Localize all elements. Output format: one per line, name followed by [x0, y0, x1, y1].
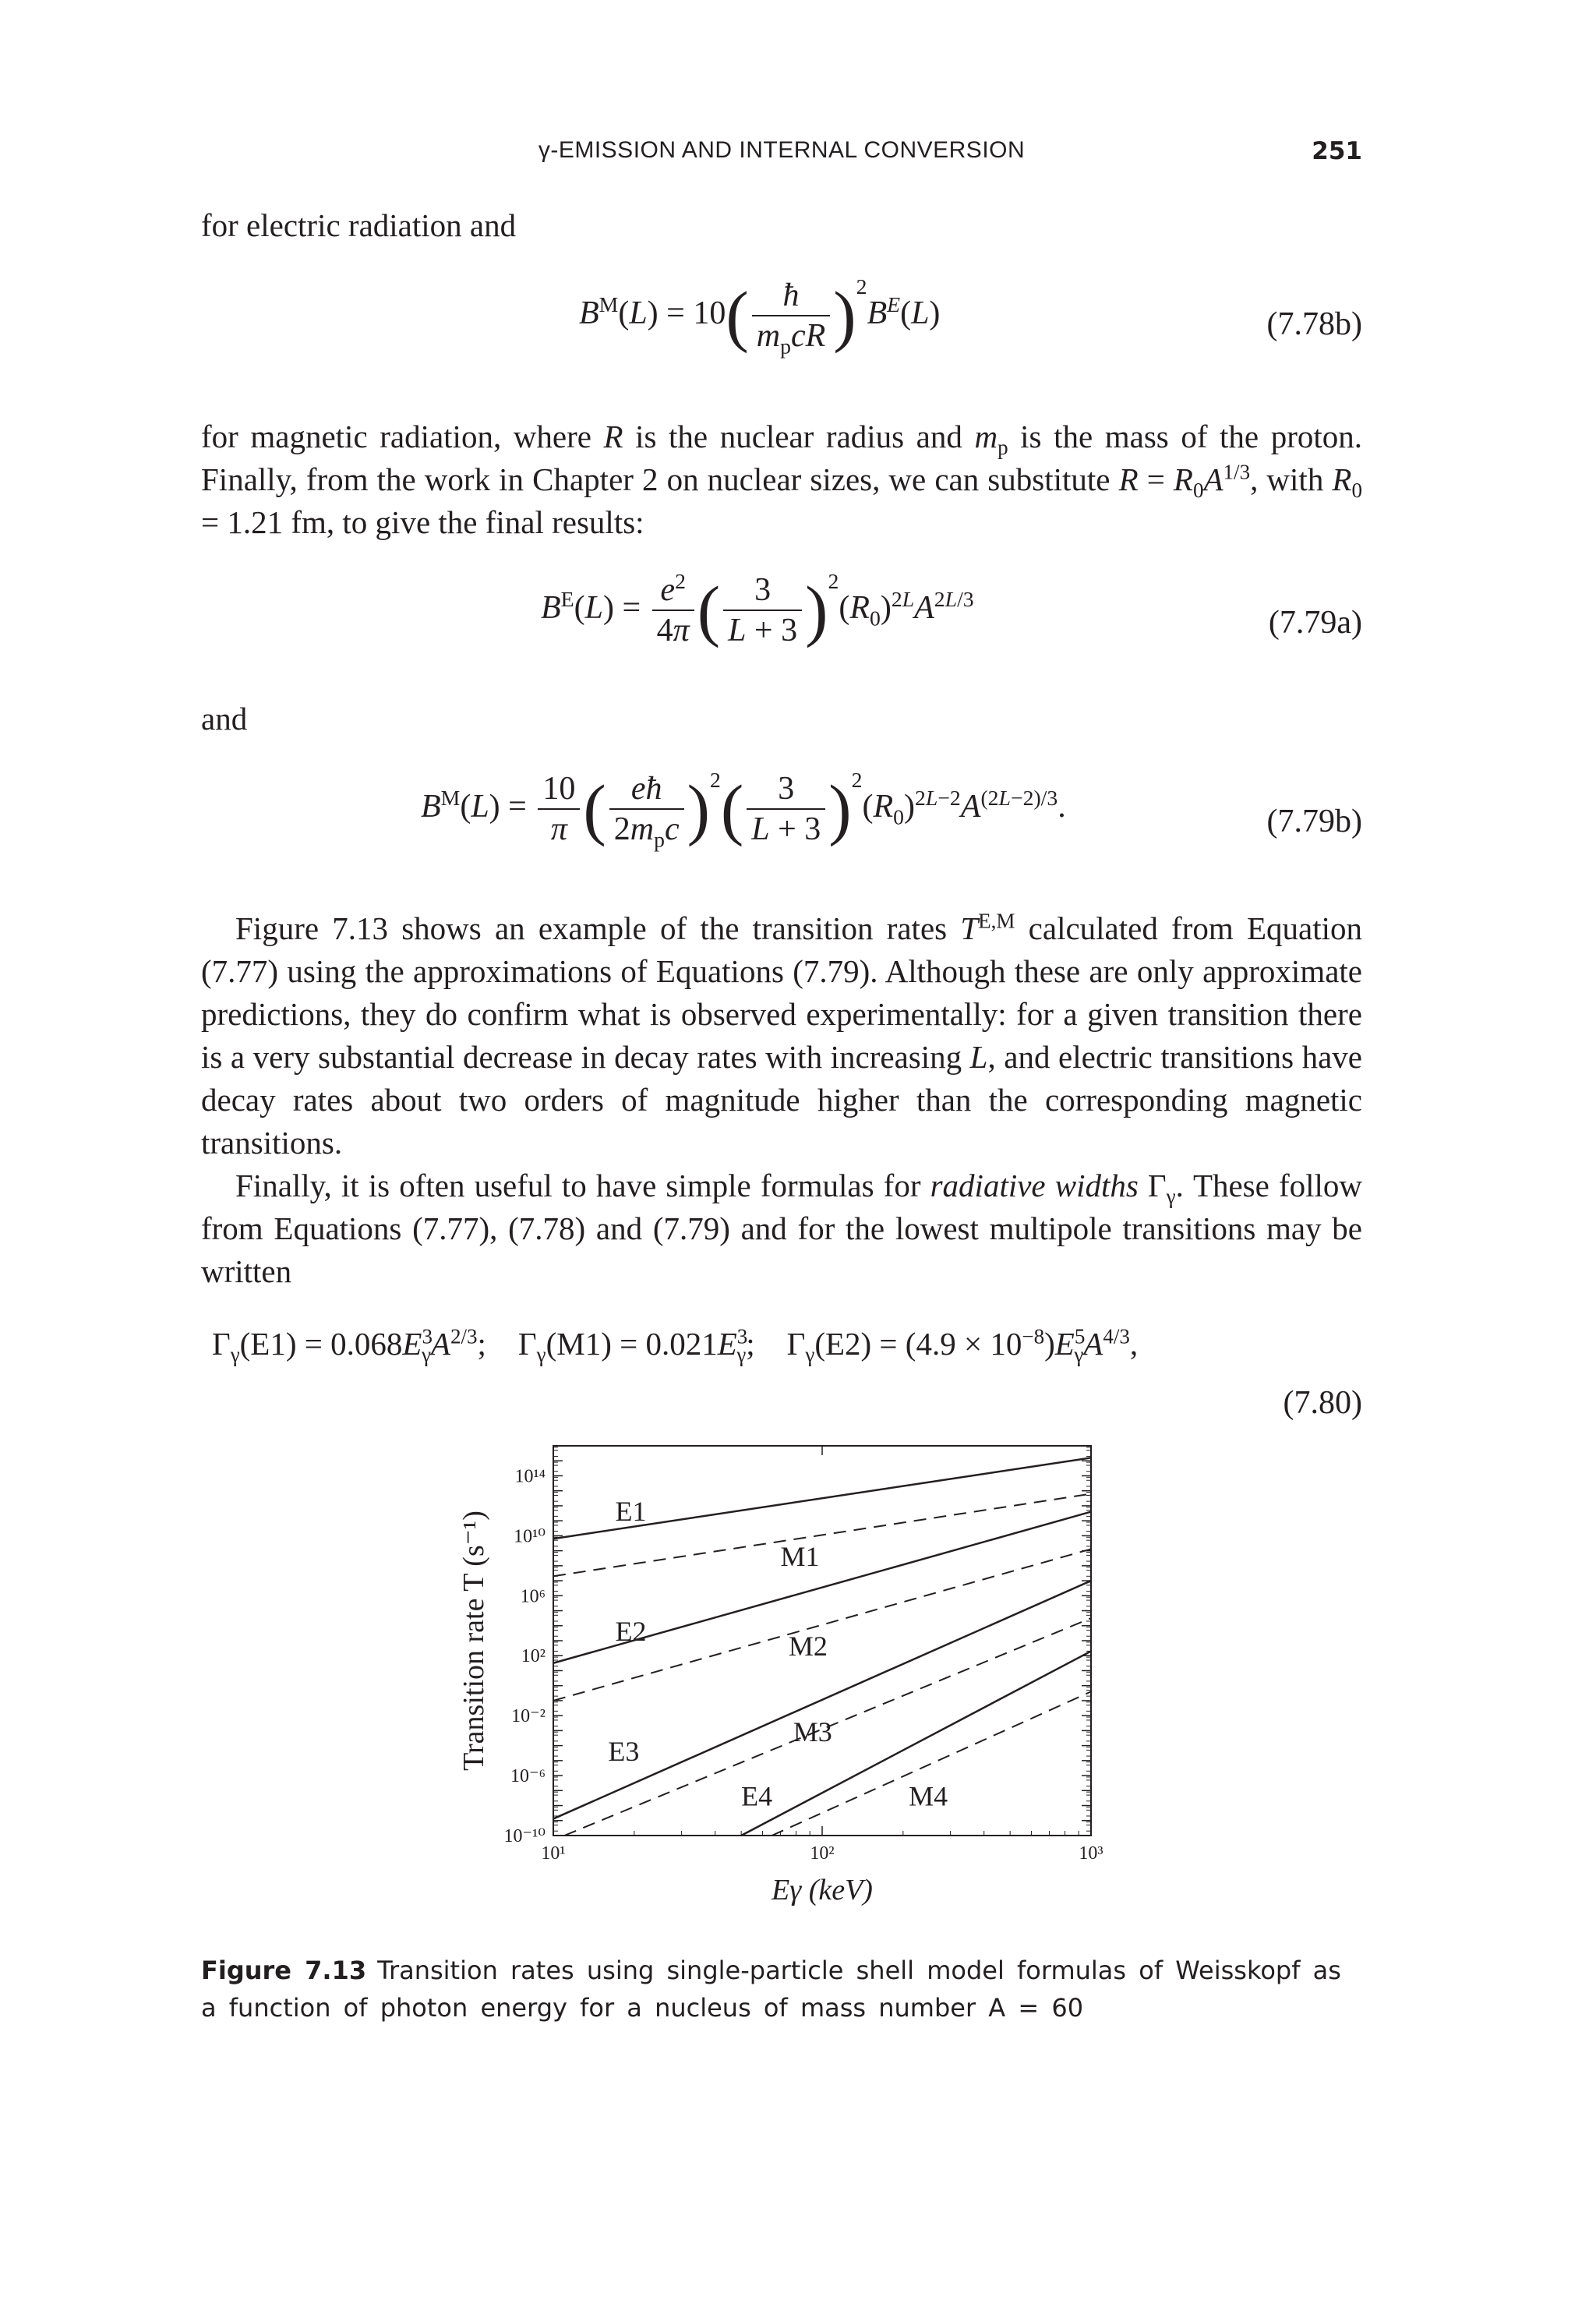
equation-7-79b-math: $B^M(L)$ = $\frac{10}{\pi}$ ( $\frac{eħ}{2m_pc}$ )$^2$( $\frac{3}{L + 3}$ )$^2(R_0)^{2L-2}A^{(2L-2)/3}$. — [421, 768, 1066, 852]
y-tick-label: 10⁶ — [520, 1586, 546, 1607]
paragraph-3-text: and — [201, 701, 248, 737]
x-tick-label: 10¹ — [541, 1843, 566, 1864]
equation-7-80 — [201, 1325, 1362, 1419]
series-label-m3: M3 — [793, 1716, 832, 1747]
equation-7-78b-math: $B^M(L) = 10$( $\frac{ħ}{m_pcR}$ )$^2B^E(L)$ — [579, 274, 941, 359]
equation-7-80-math: $\Gamma_\gamma(E1) = 0.068E^3_\gamma A^{2/3}$; $\Gamma_\gamma(M1) = 0.021E^3_\gamma$; $\Gamma_\gamma(E2) = (4.9 \times 10^{-8})E^5_\gamma A^{4/3}$, — [212, 1324, 1139, 1367]
equation-7-79b-number: (7.79b) — [1266, 804, 1362, 839]
page-number: 251 — [1312, 137, 1362, 165]
figure-caption-label: Figure 7.13 — [201, 1956, 367, 1985]
paragraph-1-text: for electric radiation and — [201, 207, 517, 243]
series-label-e2: E2 — [615, 1616, 647, 1647]
equation-7-79a — [201, 569, 1362, 670]
series-label-m1: M1 — [780, 1540, 820, 1572]
figure-7-13-chart — [436, 1434, 1138, 1941]
y-axis-label: Transition rate T (s⁻¹) — [457, 1511, 490, 1771]
x-tick-label: 10² — [810, 1843, 835, 1864]
y-tick-label: 10¹⁴ — [514, 1466, 546, 1487]
equation-7-79a-number: (7.79a) — [1268, 605, 1362, 641]
paragraph-2: for magnetic radiation, where R is the nuclear radius and $m_p$ is the mass of the proton. Finally, from the work in Chapter 2 on nuclear sizes, we can substitute $R = R_0A^{1/3}$, with $R_0 = 1.21$ fm, to give the final results: — [201, 419, 1362, 540]
y-tick-label: 10¹⁰ — [514, 1526, 546, 1547]
figure-caption — [201, 1952, 1362, 2026]
paragraph-4: Figure 7.13 shows an example of the transition rates $T^{E,M}$ calculated from Equation (7.77) using the approximations of Equations (7.79). Although these are only approximate predictions, they do confirm what is observed experimentally: for a given transition there is a very substantial decrease in decay rates with increasing L, and electric transitions have decay rates about two orders of magnitude higher than the corresponding magnetic transitions. Finally, it is often useful to have simple formulas for radiative widths $\Gamma_\gamma$. These follow from Equations (7.77), (7.78) and (7.79) and for the lowest multipole transitions may be written — [201, 909, 1362, 1289]
running-title: γ-EMISSION AND INTERNAL CONVERSION — [538, 137, 1026, 163]
series-label-m4: M4 — [909, 1780, 948, 1812]
y-tick-label: 10⁻⁶ — [510, 1766, 546, 1787]
series-label-m2: M2 — [788, 1631, 828, 1663]
paragraph-3 — [201, 698, 1362, 740]
equation-7-78b — [201, 274, 1362, 368]
series-label-e3: E3 — [608, 1735, 640, 1767]
series-line-m4 — [772, 1691, 1091, 1836]
y-tick-label: 10⁻¹⁰ — [503, 1826, 546, 1846]
chart-svg — [436, 1434, 1138, 1941]
series-label-e4: E4 — [741, 1780, 773, 1812]
equation-7-78b-number: (7.78b) — [1266, 306, 1362, 342]
running-head — [201, 137, 1362, 176]
equation-7-79b — [201, 768, 1362, 869]
y-tick-label: 10² — [521, 1646, 546, 1667]
x-axis-label: Eγ (keV) — [772, 1874, 873, 1906]
paragraph-1 — [201, 204, 1362, 247]
y-tick-label: 10⁻² — [511, 1706, 546, 1727]
series-label-e1: E1 — [615, 1496, 647, 1528]
figure-caption-text: Transition rates using single-particle shell model formulas of Weisskopf as a function of photon energy for a nucleus of mass number A = 60 — [201, 1956, 1341, 2023]
equation-7-79a-math: $B^E(L)$ = $\frac{e^2}{4\pi}$ ( $\frac{3}{L + 3}$ )$^2(R_0)^{2L}A^{2L/3}$ — [541, 569, 974, 649]
equation-7-80-number: (7.80) — [1283, 1385, 1362, 1421]
x-tick-label: 10³ — [1079, 1843, 1103, 1864]
